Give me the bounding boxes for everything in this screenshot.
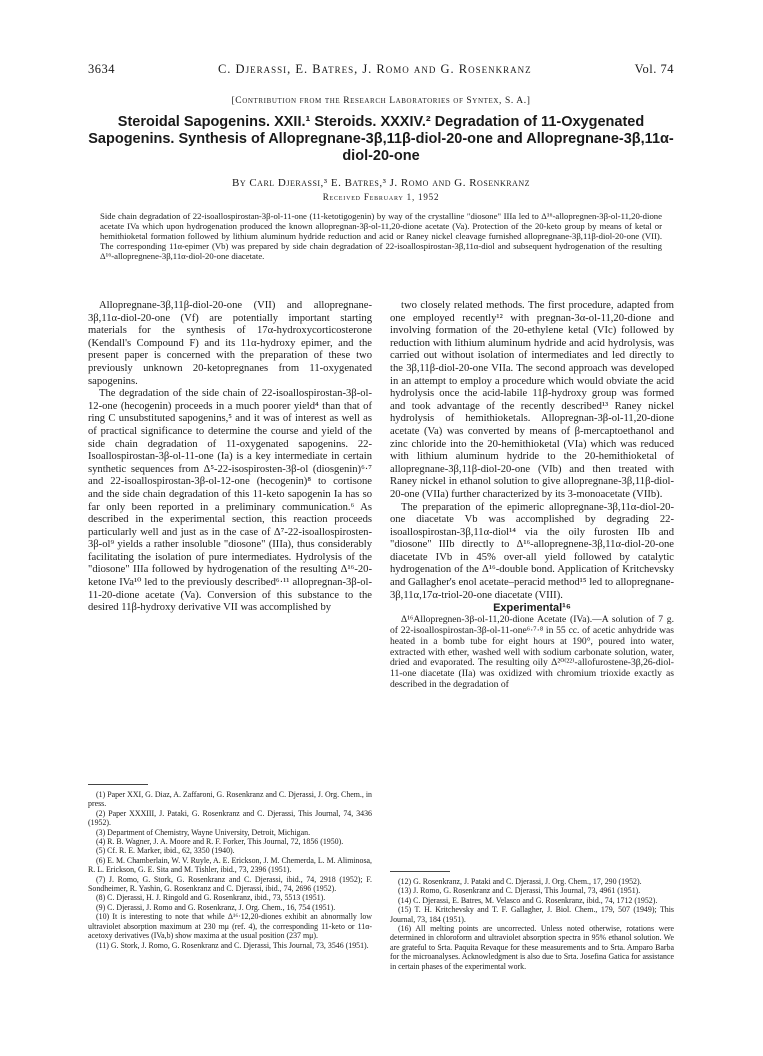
footnote: (2) Paper XXXIII, J. Pataki, G. Rosenkranz and C. Djerassi, This Journal, 74, 3436 (1952). (88, 808, 372, 828)
footnote: (9) C. Djerassi, J. Romo and G. Rosenkranz, J. Org. Chem., 16, 754 (1951). (96, 902, 336, 912)
footnotes-right (390, 877, 674, 971)
running-head-authors: C. Djerassi, E. Batres, J. Romo and G. Rosenkranz (217, 62, 532, 76)
body-paragraph: Allopregnane-3β,11β-diol-20-one (VII) and allopregnane-3β,11α-diol-20-one (Vf) are potentially important starting materials for the synthesis of 17α-hydroxycorticosterone (Kendall's Compound F) and its 11α-hydroxy epimer, and the present paper is concerned with the preparation of these two previously unknown 20-ketopregnanes from 11-oxygenated sapogenins. (88, 300, 372, 387)
article-title: Steroidal Sapogenins. XXII.¹ Steroids. XXXIV.² Degradation of 11-Oxygenated Sapogenins. Synthesis of Allopregnane-3β,11β-diol-20-one and Allopregnane-3β,11α-diol-20-one (88, 114, 674, 164)
contribution-line: [Contribution from the Research Laboratories of Syntex, S. A.] (231, 96, 531, 106)
footnote: (5) Cf. R. E. Marker, ibid., 62, 3350 (1940). (96, 846, 235, 856)
footnote: (13) J. Romo, G. Rosenkranz and C. Djerassi, This Journal, 73, 4961 (1951). (398, 886, 641, 896)
body-column-left (88, 300, 372, 615)
page-number: 3634 (88, 62, 115, 76)
footnote: (7) J. Romo, G. Stork, G. Rosenkranz and C. Djerassi, ibid., 74, 2918 (1952); F. Sondheimer, R. Yashin, G. Rosenkranz and C. Djerassi, ibid., 74, 2696 (1952). (88, 874, 372, 894)
footnote: (4) R. B. Wagner, J. A. Moore and R. F. Forker, This Journal, 72, 1856 (1950). (96, 837, 344, 847)
footnote: (6) E. M. Chamberlain, W. V. Ruyle, A. E. Erickson, J. M. Chemerda, L. M. Aliminosa, R. L. Erickson, G. E. Sita and M. Tishler, ibid., 73, 2396 (1951). (88, 855, 372, 875)
running-head (88, 62, 674, 77)
footnote: (14) C. Djerassi, E. Batres, M. Velasco and G. Rosenkranz, ibid., 74, 1712 (1952). (398, 895, 658, 905)
footnote: (12) G. Rosenkranz, J. Pataki and C. Djerassi, J. Org. Chem., 17, 290 (1952). (398, 877, 642, 886)
footnote: (15) T. H. Kritchevsky and T. F. Gallagher, J. Biol. Chem., 179, 507 (1949); This Journal, 73, 184 (1951). (390, 905, 674, 924)
body-paragraph: The degradation of the side chain of 22-isoallospirostan-3β-ol-12-one (hecogenin) proceeds in a much poorer yield⁴ than that of ring C unsubstituted sapogenins,⁵ and it was of interest as well as of practical significance to determine the course and yield of the side chain degradation of 11-oxygenated sapogenins. 22-Isoallospirostan-3β-ol-11-one (Ia) is a key intermediate in certain synthetic sequences from Δ⁵-22-isospirosten-3β-ol (diosgenin)⁶·⁷ and 22-isoallospirostan-3β-ol-12-one (hecogenin)⁸ to cortisone and the side chain degradation of this 11-keto sapogenin Ia has so far only been reported in a preliminary communication.⁶ As described in the experimental section, this reaction proceeds particularly well and just as in the case of Δ⁷-22-isoallospirosten-3β-ol⁹ yields a rather insoluble "diosone" (IIIa), thus considerably facilitating the isolation of pure intermediates. Hydrolysis of the "diosone" IIIa followed by hydrogenation of the resulting Δ¹⁶-20-ketone IVa¹⁰ led to the previously described⁶·¹¹ allopregnan-3β-ol-11-20-dione acetate (Va). Conversion of this substance to the desired 11β-hydroxy derivative VII was accomplished by (88, 388, 372, 614)
author-byline: By Carl Djerassi,³ E. Batres,³ J. Romo and G. Rosenkranz (231, 177, 530, 189)
experimental-paragraph: Δ¹⁶Allopregnen-3β-ol-11,20-dione Acetate (IVa).—A solution of 7 g. of 22-isoallospirostan-3β-ol-11-one⁶·⁷·⁸ in 55 cc. of acetic anhydride was heated in a bomb tube for eight hours at 190°, poured into water, extracted with ether, washed well with sodium carbonate solution, water, dried and evaporated. The resulting oily Δ²⁰⁽²²⁾-allofurostene-3β,26-diol-11-one diacetate (IIa) was oxidized with chromium trioxide exactly as described in the degradation of (390, 613, 674, 691)
footnote: (16) All melting points are uncorrected. Unless noted otherwise, rotations were determined in chloroform and ultraviolet absorption spectra in 95% ethanol solution. We are grateful to Srta. Paquita Revaque for these measurements and to Srta. Amparo Barba for the microanalyses. Acknowledgment is also due to Srta. Josefina Gatica for assistance in certain phases of the experimental work. (390, 924, 674, 971)
footnote: (8) C. Djerassi, H. J. Ringold and G. Rosenkranz, ibid., 73, 5513 (1951). (96, 893, 326, 903)
volume-number: Vol. 74 (634, 62, 674, 76)
body-paragraph: two closely related methods. The first procedure, adapted from one employed recently¹² with pregnan-3α-ol-11,20-dione and involving formation of the 20-ethylene ketal (VIc) followed by reduction with lithium aluminum hydride and acid hydrolysis, was carried out without isolation of intermediates and led directly to the 3β,11β-diol-20-one VIIa. The second approach was developed in an attempt to employ a procedure which would obviate the acid hydrolysis once the acid-labile 11β-hydroxy group was formed and took advantage of the recently described¹³ Raney nickel hydrolysis of hemithioketals. Allopregnan-3β-ol-11,20-dione acetate (Va) was converted by means of β-mercaptoethanol and zinc chloride into the 20-hemithioketal (VIa) which was reduced with lithium aluminum hydride to the 20-hemithioketal of allopregnane-3β,11β-diol-20-one (VIb) and then treated with Raney nickel in ethanol solution to give allopregnane-3β,11β-diol-20-one (VIIa) further characterized by its 3-monoacetate (VIIb). (390, 300, 674, 500)
footnote: (11) G. Stork, J. Romo, G. Rosenkranz and C. Djerassi, This Journal, 73, 3546 (1951). (96, 940, 369, 950)
abstract: Side chain degradation of 22-isoallospirostan-3β-ol-11-one (11-ketotigogenin) by way of the crystalline "diosone" IIIa led to Δ¹⁶-allopregnen-3β-ol-11,20-dione acetate IVa which upon hydrogenation produced the known allopregnan-3β-ol-11,20-dione acetate (Va). Protection of the 20-keto group by means of ketal or hemithioketal formation followed by lithium aluminum hydride reduction and acid or Raney nickel cleavage furnished allopregnane-3β,11β-diol-20-one (VII). The corresponding 11α-epimer (Vb) was prepared by side chain degradation of 22-isoallospirostan-3β,11α-diol and subsequent hydrogenation of the resulting Δ¹⁶-allopregnene-3β,11α-diol-20-one diacetate. (100, 211, 662, 261)
received-date: Received February 1, 1952 (322, 192, 440, 202)
footnote-rule-right (390, 871, 450, 872)
footnotes-left (88, 790, 372, 950)
footnote: (10) It is interesting to note that while Δ¹⁶·12,20-diones exhibit an abnormally low ultraviolet absorption maximum at 230 mμ (ref. 4), the corresponding 11-keto or 11α-acetoxy derivatives (IVa,b) show maxima at the usual position (237 mμ). (88, 912, 372, 941)
footnote: (3) Department of Chemistry, Wayne University, Detroit, Michigan. (96, 827, 311, 837)
footnote: (1) Paper XXI, G. Diaz, A. Zaffaroni, G. Rosenkranz and C. Djerassi, J. Org. Chem., in press. (88, 790, 372, 809)
body-column-right (390, 300, 674, 691)
body-paragraph: The preparation of the epimeric allopregnane-3β,11α-diol-20-one diacetate Vb was accomplished by degrading 22-isoallospirostan-3β,11α-diol¹⁴ via the oily furosten IIb and "diosone" IIIb directly to Δ¹⁶-allopregnene-3β,11α-diol-20-one diacetate IVb in 45% over-all yield followed by catalytic hydrogenation of the Δ¹⁶-double bond. Application of Kritchevsky and Gallagher's enol acetate–peracid method¹⁵ led to allopregnane-3β,11α,17α-triol-20-one diacetate (VIII). (390, 501, 674, 601)
experimental-heading: Experimental¹⁶ (493, 602, 571, 615)
footnote-rule-left (88, 784, 148, 785)
